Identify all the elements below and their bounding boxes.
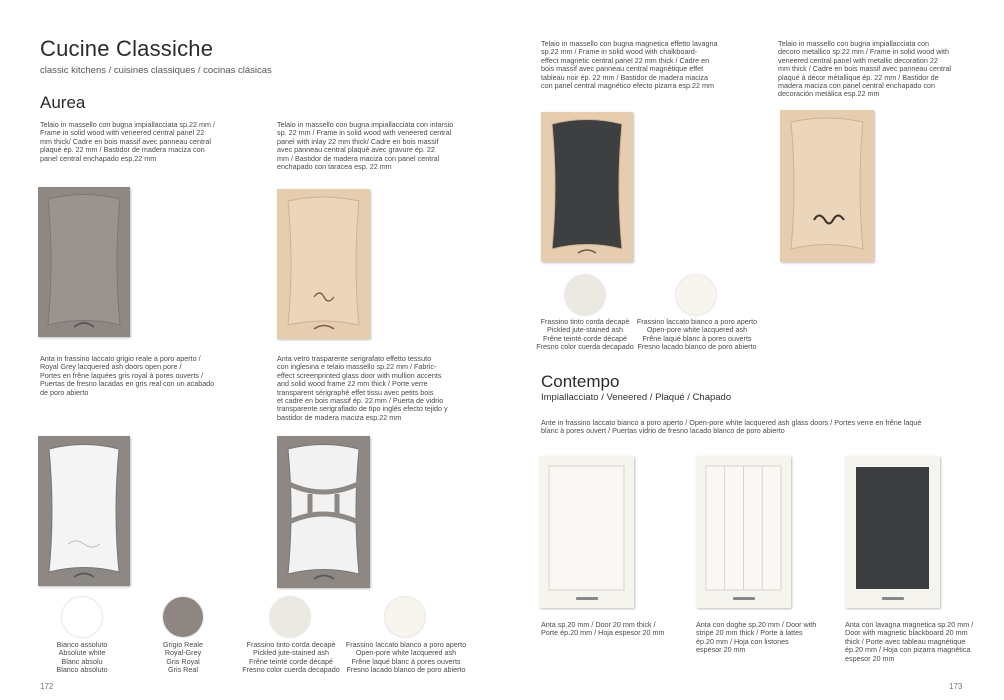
swatch-royal-grey [163,597,203,637]
section-title-contempo: Contempo [541,372,620,391]
aurea-description-3: Telaio in massello con bugna magnetica effetto lavagna sp.22 mm / Frame in solid wood with chalkboard- effect magnetic central panel 22 mm thick / Cadre en bois massif avec panneau central magnétique effet tableau noir ép. 22 mm / Bastidor de madera maciza con panel central magnético efecto pizarra esp.22 mm [541,39,718,91]
contempo-description: Ante in frassino laccato bianco a poro aperto / Open-pore white lacquered ash glass doors / Portes verre en frêne laqué blanc à pores ouvert / Puertas vidrio de fresno lacado blanco de poro abierto [541,418,922,436]
contempo-caption-1: Anta sp.20 mm / Door 20 mm thick / Porte ép.20 mm / Hoja espesor 20 mm [541,620,665,638]
door-aurea-grey-glass [38,436,130,586]
swatch-pickled-ash-right [565,275,605,315]
swatch-absolute-white [62,597,102,637]
door-aurea-chalkboard [541,112,633,262]
swatch-label-absolute-white: Bianco assoluto Absolute white Blanc absolu Blanco absoluto [56,640,108,675]
aurea-description-1: Telaio in massello con bugna impiallacciata sp.22 mm / Frame in solid wood with veneered central panel 22 mm thick/ Cadre en bois massif avec panneau central plaqué ép. 22 mm / Bastidor de madera maciza con panel central enchapado esp.22 mm [40,120,215,163]
swatch-label-white-ash-right: Frassino laccato bianco a poro aperto Open-pore white lacquered ash Frêne laqué blanc à pores ouverts Fresno lacado blanco de poro abierto [636,317,758,352]
swatch-white-ash [385,597,425,637]
swatch-label-pickled-ash: Frassino tinto corda decapè Pickled jute-stained ash Frêne teinté corde décapé Fresno color cuerda decapado [242,640,340,675]
swatch-white-ash-right [676,275,716,315]
door-aurea-grey [38,187,130,337]
contempo-caption-3: Anta con lavagna magnetica sp.20 mm / Door with magnetic blackboard 20 mm thick / Porte avec tableau magnétique ép.20 mm / Hoja con pizarra magnética espesor 20 mm [845,620,974,663]
aurea-caption-1: Anta in frassino laccato grigio reale a poro aperto / Royal Grey lacquered ash doors open pore / Portes en frêne laquées gris royal à pores ouverts / Puertas de fresno lacadas en gris real con un acabado de poro abierto [40,354,215,397]
aurea-description-4: Telaio in massello con bugna impiallacciata con decoro metallico sp.22 mm / Frame in solid wood with veneered central panel with metallic decoration 22 mm thick / Cadre en bois massif avec panneau central plaqué à décor métallique ép. 22 mm / Bastidor de madera maciza con panel central enchapado con decoración metálica esp.22 mm [778,39,951,99]
page-subtitle: classic kitchens / cuisines classiques / cocinas clásicas [40,65,272,76]
door-aurea-glass-mullion [277,436,370,588]
section-title-aurea: Aurea [40,93,86,112]
swatch-label-royal-grey: Grigio Reale Royal-Grey Gris Royal Gris Real [163,640,203,675]
page-number-left: 172 [40,682,54,691]
contempo-caption-2: Anta con doghe sp.20 mm / Door with stripe 20 mm thick / Porte à lattes ép.20 mm / Hoja con listones espesor 20 mm [696,620,817,655]
contempo-subtitle: Impiallacciato / Veneered / Plaqué / Chapado [541,392,732,403]
page-title: Cucine Classiche [40,36,214,61]
door-aurea-wood-inlay [277,189,370,339]
swatch-label-pickled-ash-right: Frassino tinto corda decapè Pickled jute-stained ash Frêne teinté corde décapé Fresno color cuerda decapado [536,317,634,352]
aurea-caption-2: Anta vetro trasparente serigrafato effetto tessuto con inglesina e telaio massello sp.22 mm / Fabric- effect screenprinted glass door with mullion accents and solid wood frame 22 mm thick / Porte verre transparent sérigraphé effet tissu avec petits bois et cadre en bois massif ép. 22 mm / Puerta de vidrio transparente serigrafiado de tipo inglés efecto tejido y bastidor de madera maciza esp.22 mm [277,354,448,422]
door-contempo-plain [539,456,634,608]
page-number-right: 173 [949,682,963,691]
aurea-description-2: Telaio in massello con bugna impiallacciata con intarsio sp. 22 mm / Frame in solid wood with veneered central panel with inlay 22 mm thick/ Cadre en bois massif avec panneau central plaqué avec gravure ép. 22 mm / Bastidor de madera maciza con panel central enchapado con taracea esp. 22 mm [277,120,454,172]
door-contempo-stripe [696,456,791,608]
door-aurea-metal-decor [780,110,874,262]
door-contempo-blackboard [845,456,940,608]
swatch-label-white-ash: Frassino laccato bianco a poro aperto Open-pore white lacquered ash Frêne laqué blanc à pores ouverts Fresno lacado blanco de poro abierto [345,640,467,675]
swatch-pickled-ash [270,597,310,637]
